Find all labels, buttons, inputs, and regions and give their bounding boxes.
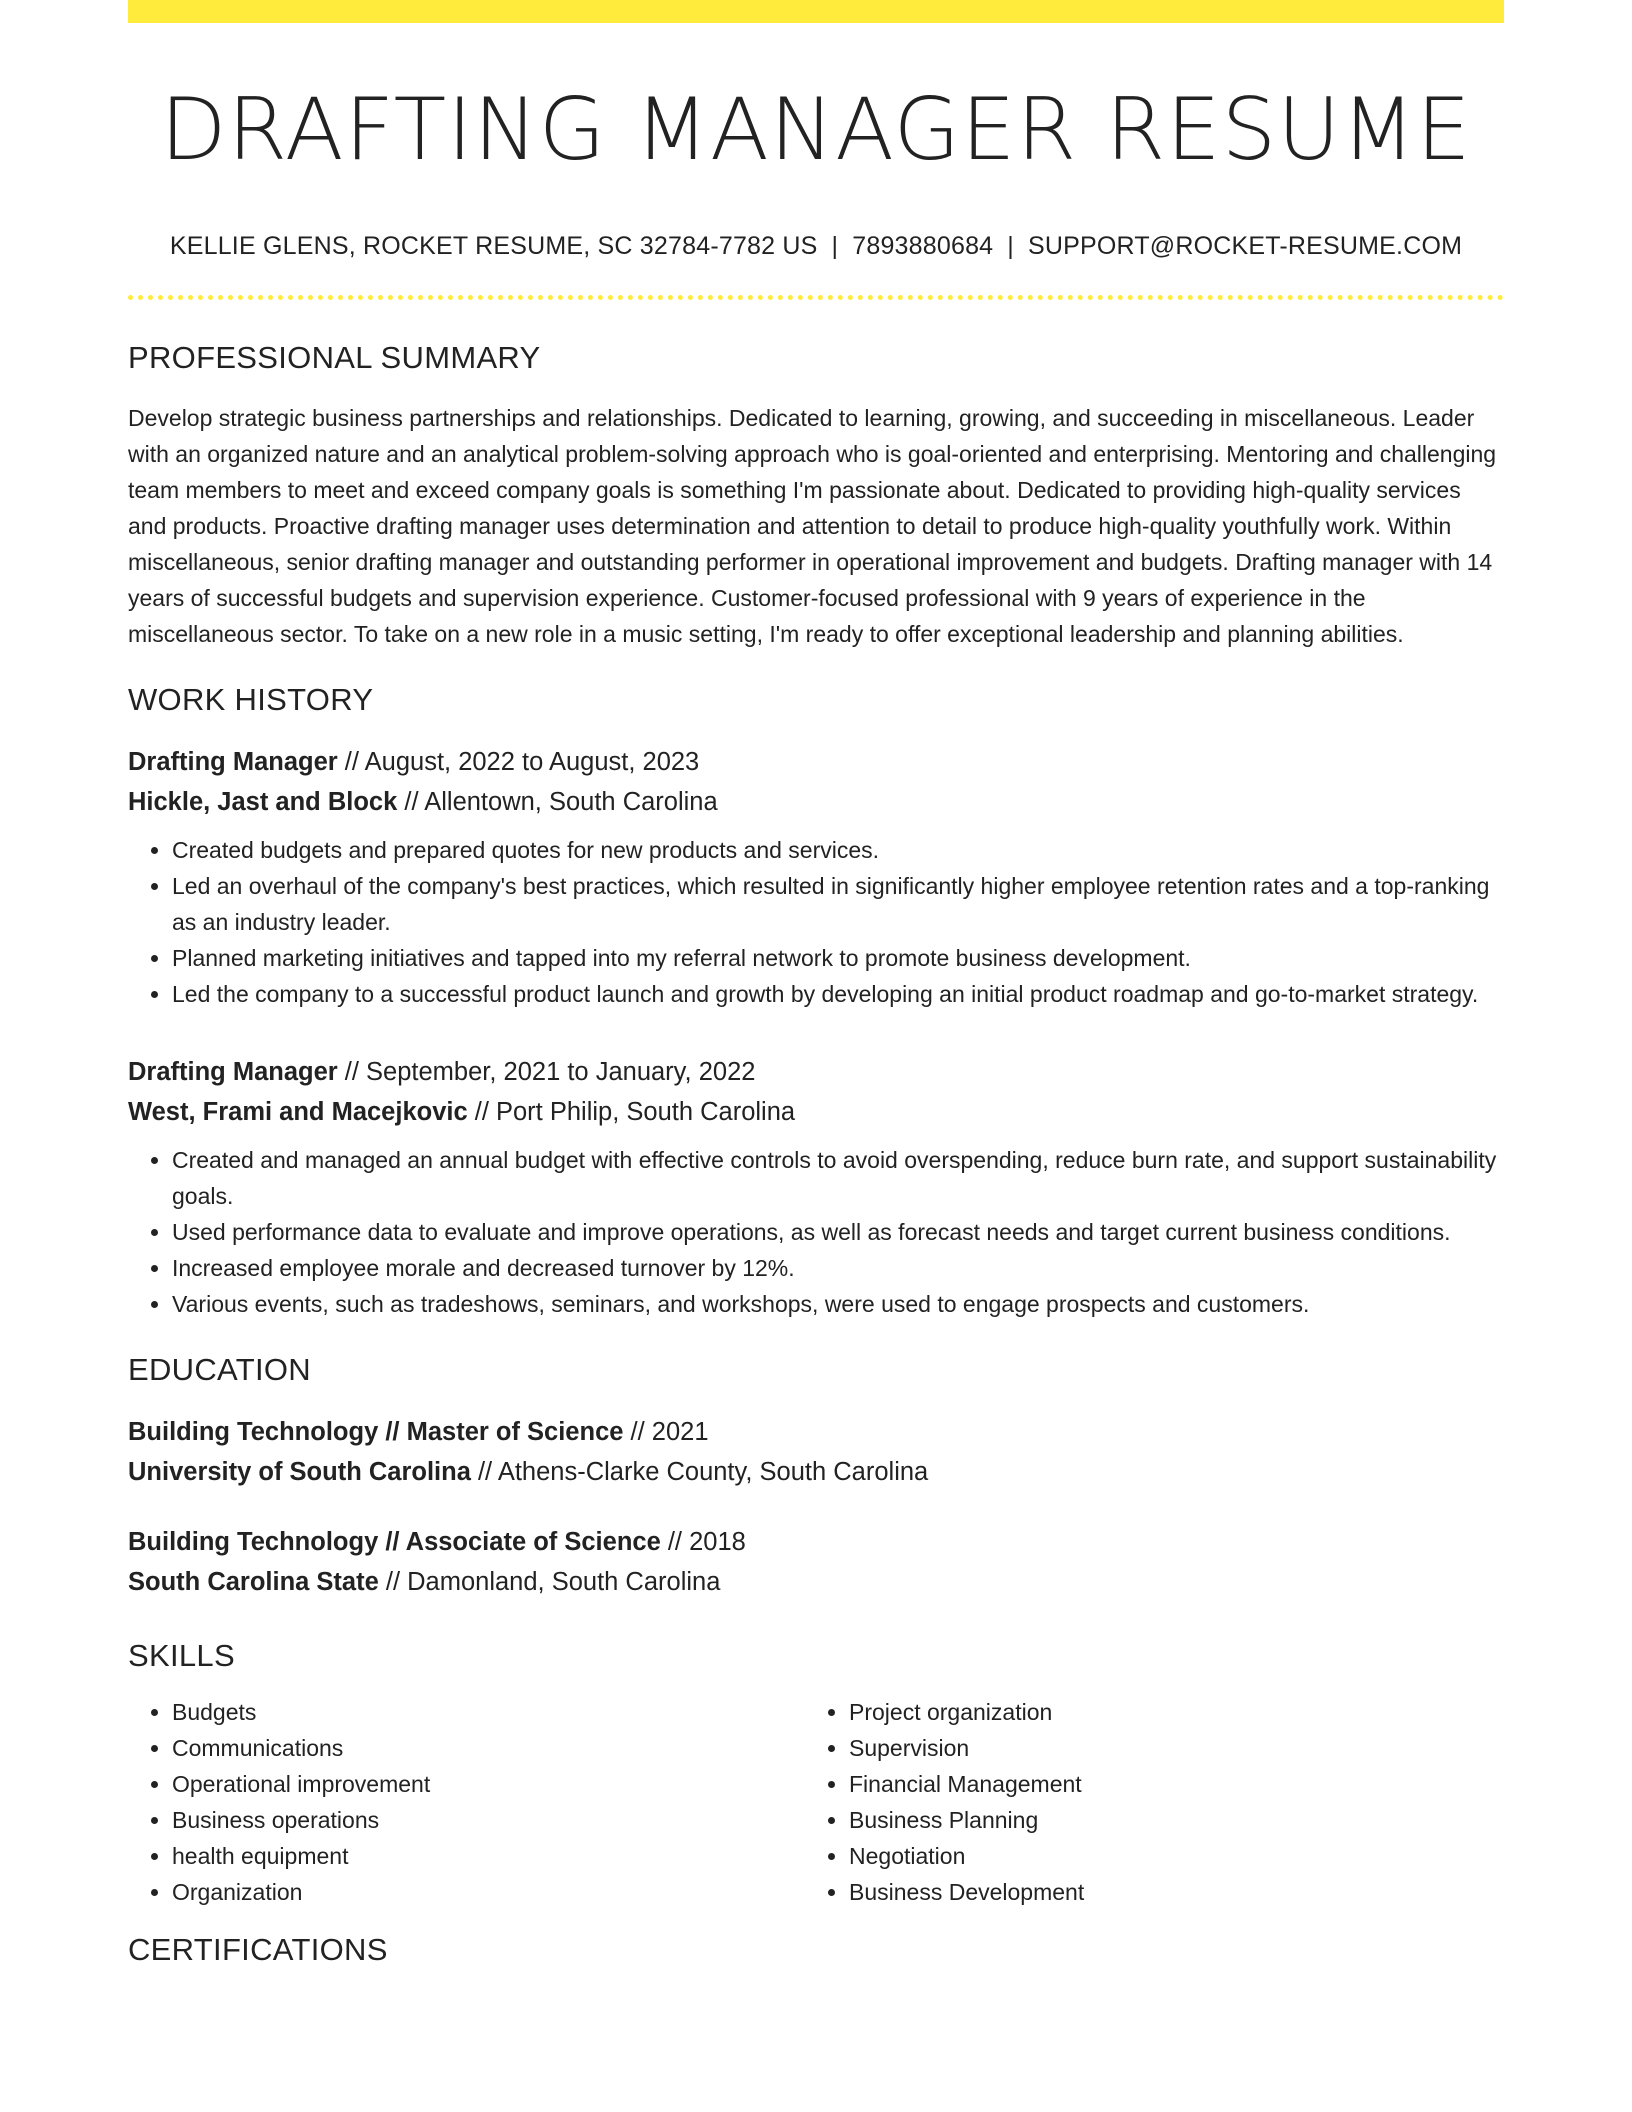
skills-column-left <box>128 1694 805 1910</box>
job-company: West, Frami and Macejkovic <box>128 1097 468 1126</box>
education-school-line <box>128 1562 1504 1602</box>
job-bullet: • Used performance data to evaluate and improve operations, as well as forecast needs and target current business conditions. <box>172 1214 1504 1250</box>
job-company-line <box>128 1092 1504 1132</box>
skills-list <box>128 1694 1504 1910</box>
skill-item: • Financial Management <box>849 1766 1482 1802</box>
header-divider <box>128 295 1504 300</box>
job-dates: // September, 2021 to January, 2022 <box>337 1057 756 1086</box>
education-location: // Athens-Clarke County, South Carolina <box>470 1457 929 1486</box>
contact-separator: | <box>1007 231 1014 260</box>
job-title: Drafting Manager <box>128 747 338 776</box>
job-entry <box>128 1052 1504 1322</box>
education-degree-line <box>128 1522 1504 1562</box>
certifications-heading: CERTIFICATIONS <box>128 1931 388 1967</box>
job-title-line <box>128 1052 1504 1092</box>
education-degree: Building Technology // Master of Science <box>128 1417 624 1446</box>
education-entry <box>128 1412 1504 1492</box>
job-location: // Port Philip, South Carolina <box>467 1097 796 1126</box>
education-location: // Damonland, South Carolina <box>378 1567 721 1596</box>
skill-item: • Operational improvement <box>172 1766 805 1802</box>
job-bullet: • Led an overhaul of the company's best practices, which resulted in significantly higher employee retention rates and a top-ranking as an industry leader. <box>172 868 1504 940</box>
education-school: South Carolina State <box>128 1567 379 1596</box>
summary-text: Develop strategic business partnerships and relationships. Dedicated to learning, growing, and succeeding in miscellaneous. Leader with an organized nature and an analytical problem-solving approach who is goal-oriented and enterprising. Mentoring and challenging team members to meet and exceed company goals is something I'm passionate about. Dedicated to providing high-quality services and products. Proactive drafting manager uses determination and attention to detail to produce high-quality youthfully work. Within miscellaneous, senior drafting manager and outstanding performer in operational improvement and budgets. Drafting manager with 14 years of successful budgets and supervision experience. Customer-focused professional with 9 years of experience in the miscellaneous sector. To take on a new role in a music setting, I'm ready to offer exceptional leadership and planning abilities. <box>128 404 1497 647</box>
job-title-line <box>128 742 1504 782</box>
job-bullet: • Led the company to a successful product launch and growth by developing an initial product roadmap and go-to-market strategy. <box>172 976 1504 1012</box>
skills-column-right <box>805 1694 1482 1910</box>
education-entry <box>128 1522 1504 1602</box>
job-title: Drafting Manager <box>128 1057 338 1086</box>
skill-item: • Business operations <box>172 1802 805 1838</box>
job-entry <box>128 742 1504 1012</box>
education-school: University of South Carolina <box>128 1457 471 1486</box>
contact-separator: | <box>831 231 839 260</box>
job-bullet: • Created budgets and prepared quotes for new products and services. <box>172 832 1504 868</box>
education-school-line <box>128 1452 1504 1492</box>
job-bullets <box>128 1142 1504 1322</box>
education-heading: EDUCATION <box>128 1351 311 1387</box>
skills-heading: SKILLS <box>128 1637 235 1673</box>
job-location: // Allentown, South Carolina <box>397 787 718 816</box>
skill-item: • Communications <box>172 1730 805 1766</box>
contact-line <box>128 232 1504 261</box>
skill-item: • Business Planning <box>849 1802 1482 1838</box>
education-degree: Building Technology // Associate of Science <box>128 1527 661 1556</box>
contact-phone: 7893880684 <box>852 231 994 260</box>
job-bullet: • Planned marketing initiatives and tapped into my referral network to promote business development. <box>172 940 1504 976</box>
resume-title: DRAFTING MANAGER RESUME <box>160 80 1472 180</box>
job-company-line <box>128 782 1504 822</box>
summary-heading: PROFESSIONAL SUMMARY <box>128 339 541 375</box>
skill-item: • health equipment <box>172 1838 805 1874</box>
job-bullets <box>128 832 1504 1012</box>
contact-address: KELLIE GLENS, ROCKET RESUME, SC 32784-7782 US <box>169 231 818 260</box>
job-dates: // August, 2022 to August, 2023 <box>337 747 700 776</box>
skill-item: • Supervision <box>849 1730 1482 1766</box>
job-bullet: • Various events, such as tradeshows, seminars, and workshops, were used to engage prospects and customers. <box>172 1286 1504 1322</box>
job-bullet: • Increased employee morale and decreased turnover by 12%. <box>172 1250 1504 1286</box>
contact-email: SUPPORT@ROCKET-RESUME.COM <box>1028 231 1463 260</box>
skill-item: • Budgets <box>172 1694 805 1730</box>
skill-item: • Project organization <box>849 1694 1482 1730</box>
skill-item: • Organization <box>172 1874 805 1910</box>
work-history-heading: WORK HISTORY <box>128 681 374 717</box>
top-accent-bar <box>128 0 1504 23</box>
education-year: // 2018 <box>660 1527 746 1556</box>
job-bullet: • Created and managed an annual budget with effective controls to avoid overspending, reduce burn rate, and support sustainability goals. <box>172 1142 1504 1214</box>
job-company: Hickle, Jast and Block <box>128 787 398 816</box>
education-year: // 2021 <box>623 1417 709 1446</box>
skill-item: • Negotiation <box>849 1838 1482 1874</box>
resume-page <box>128 0 1504 1968</box>
skill-item: • Business Development <box>849 1874 1482 1910</box>
education-degree-line <box>128 1412 1504 1452</box>
